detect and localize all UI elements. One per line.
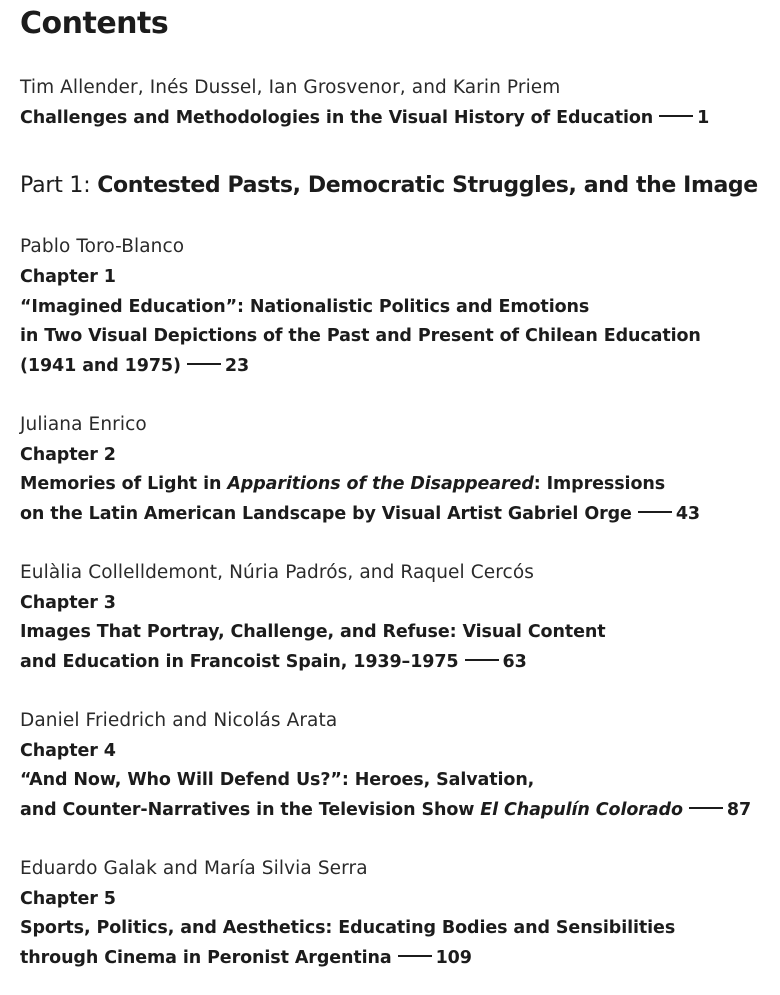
chapter-5-title-end: through Cinema in Peronist Argentina [20, 948, 392, 968]
chapter-4-page-number: 87 [726, 800, 752, 820]
chapter-5-title-line-2[interactable] [20, 943, 472, 973]
chapter-3-title-line-2[interactable] [20, 647, 527, 677]
chapter-5-title-line-1[interactable]: Sports, Politics, and Aesthetics: Educating Bodies and Sensibilities [20, 918, 676, 938]
chapter-2-title-rest: : Impressions [533, 474, 666, 494]
chapter-1-title-line-3[interactable] [20, 351, 249, 381]
part-1-heading [20, 168, 758, 204]
chapter-3-page-number: 63 [502, 652, 527, 672]
chapter-5-authors: Eduardo Galak and María Silvia Serra [20, 858, 368, 879]
chapter-1-title-line-1[interactable]: “Imagined Education”: Nationalistic Politics and Emotions [20, 297, 590, 317]
chapter-1-label: Chapter 1 [20, 267, 116, 287]
page-leader-dash [187, 363, 221, 365]
part-1-label: Part 1: [20, 173, 91, 198]
chapter-3-authors: Eulàlia Collelldemont, Núria Padrós, and Raquel Cercós [20, 562, 534, 583]
chapter-4-title-line-1[interactable]: “And Now, Who Will Defend Us?”: Heroes, Salvation, [20, 770, 535, 790]
chapter-2-title-start: Memories of Light in [20, 474, 228, 494]
chapter-1-title-line-2[interactable]: in Two Visual Depictions of the Past and Present of Chilean Education [20, 326, 701, 346]
chapter-4-authors: Daniel Friedrich and Nicolás Arata [20, 710, 338, 731]
chapter-4-label: Chapter 4 [20, 741, 116, 761]
chapter-4-title-start: and Counter-Narratives in the Television Show [20, 800, 481, 820]
page-leader-dash [659, 115, 693, 117]
part-1-title: Contested Pasts, Democratic Struggles, and the Image [97, 173, 758, 198]
chapter-2-title-italic: Apparitions of the Disappeared [227, 474, 534, 494]
chapter-1-title-end: (1941 and 1975) [20, 356, 181, 376]
intro-page-number: 1 [697, 108, 710, 128]
chapter-5-label: Chapter 5 [20, 889, 116, 909]
page-leader-dash [689, 807, 723, 809]
chapter-3-title-end: and Education in Francoist Spain, 1939–1975 [20, 652, 459, 672]
chapter-2-authors: Juliana Enrico [20, 414, 147, 435]
chapter-5-page-number: 109 [435, 948, 472, 968]
chapter-2-title-line-2[interactable] [20, 499, 700, 529]
chapter-2-page-number: 43 [675, 504, 700, 524]
page-leader-dash [638, 511, 672, 513]
intro-title-line[interactable] [20, 103, 709, 133]
chapter-4-title-line-2[interactable] [20, 795, 751, 825]
chapter-2-title-end: on the Latin American Landscape by Visual Artist Gabriel Orge [20, 504, 632, 524]
intro-title: Challenges and Methodologies in the Visual History of Education [20, 108, 654, 128]
chapter-2-title-line-1[interactable] [20, 469, 665, 499]
page-leader-dash [398, 955, 432, 957]
page-leader-dash [465, 659, 499, 661]
chapter-2-label: Chapter 2 [20, 445, 116, 465]
page-title: Contents [20, 6, 169, 41]
chapter-3-label: Chapter 3 [20, 593, 116, 613]
intro-authors: Tim Allender, Inés Dussel, Ian Grosvenor, and Karin Priem [20, 77, 561, 98]
chapter-1-page-number: 23 [224, 356, 250, 376]
chapter-3-title-line-1[interactable]: Images That Portray, Challenge, and Refuse: Visual Content [20, 622, 606, 642]
chapter-4-title-italic: El Chapulín Colorado [480, 800, 683, 820]
chapter-1-authors: Pablo Toro-Blanco [20, 236, 185, 257]
